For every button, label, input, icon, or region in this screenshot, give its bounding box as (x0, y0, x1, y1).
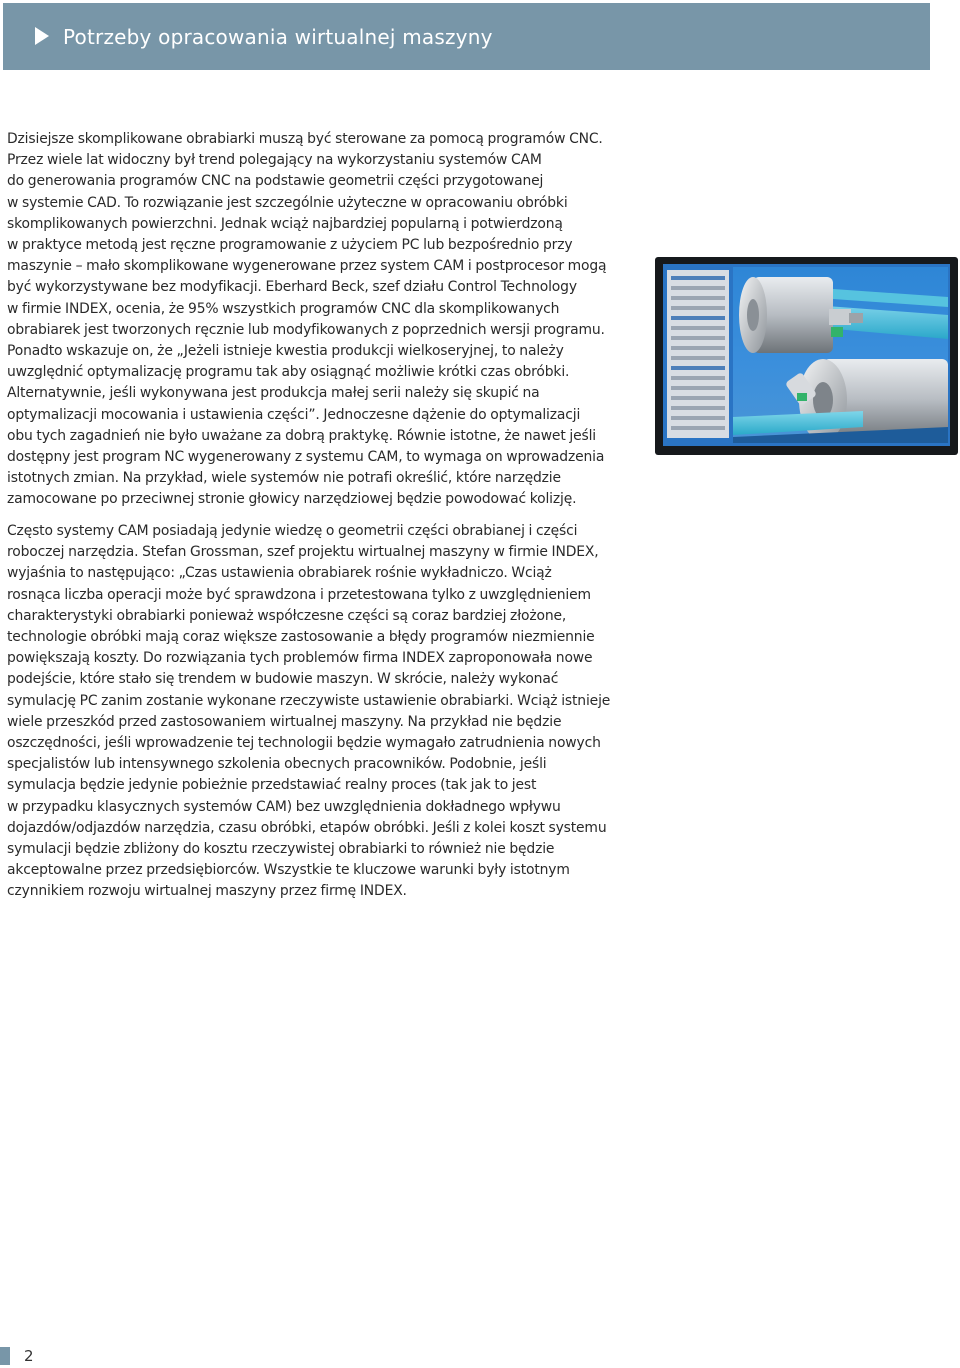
section-header (3, 3, 930, 70)
text-line: do generowania programów CNC na podstawie geometrii części przygotowanej (7, 173, 544, 190)
text-line: charakterystyki obrabiarki ponieważ współczesne części są coraz bardziej złożone, (7, 607, 567, 624)
text-line: być wykorzystywane bez modyfikacji. Eberhard Beck, szef działu Control Technology (7, 279, 577, 296)
monitor-illustration (655, 257, 958, 455)
text-line: zamocowane po przeciwnej stronie głowicy narzędziowej będzie powodować kolizję. (7, 491, 577, 508)
text-line: optymalizacji mocowania i ustawienia części”. Jednoczesne dążenie do optymalizacji (7, 406, 581, 423)
text-line: symulację PC zanim zostanie wykonane rzeczywiste ustawienie obrabiarki. Wciąż istnieje (7, 692, 611, 709)
paragraph-1 (7, 129, 637, 511)
text-line: Alternatywnie, jeśli wykonywana jest produkcja małej serii należy się skupić na (7, 385, 540, 402)
text-line: istotnych zmian. Na przykład, wiele systemów nie potrafi określić, które narzędzie (7, 470, 561, 487)
text-line: Często systemy CAM posiadają jedynie wiedzę o geometrii części obrabianej i części (7, 523, 578, 539)
text-line: dostępny jest program NC wygenerowany z systemu CAM, to wymaga on wprowadzenia (7, 449, 605, 466)
text-line: rosnąca liczba operacji może być sprawdzona i przetestowana tylko z uwzględnieniem (7, 586, 591, 603)
text-line: skomplikowanych powierzchni. Jednak wciąż najbardziej popularną i potwierdzoną (7, 215, 563, 232)
text-line: obrabiarek jest tworzonych ręcznie lub modyfikowanych z poprzednich wersji programu. (7, 321, 605, 338)
text-line: w firmie INDEX, ocenia, że 95% wszystkich programów CNC dla skomplikowanych (7, 300, 560, 317)
page-number-marker (0, 1347, 10, 1365)
text-line: czynnikiem rozwoju wirtualnej maszyny przez firmę INDEX. (7, 883, 407, 900)
text-line: maszynie – mało skomplikowane wygenerowane przez system CAM i postprocesor mogą (7, 258, 607, 275)
text-line: symulacji będzie zbliżony do kosztu rzeczywistej obrabiarki to również nie będzie (7, 841, 555, 858)
page-number (0, 1347, 34, 1365)
text-line: Dzisiejsze skomplikowane obrabiarki muszą być sterowane za pomocą programów CNC. (7, 131, 603, 147)
text-line: roboczej narzędzia. Stefan Grossman, szef projektu wirtualnej maszyny w firmie INDEX, (7, 544, 599, 561)
text-line: oszczędności, jeśli wprowadzenie tej technologii będzie wymagało zatrudnienia nowych (7, 735, 601, 752)
text-line: dojazdów/odjazdów narzędzia, czasu obróbki, etapów obróbki. Jeśli z kolei koszt systemu (7, 819, 607, 836)
play-arrow-icon (35, 27, 49, 45)
text-line: Ponadto wskazuje on, że „Jeżeli istnieje kwestia produkcji wielkoseryjnej, to należy (7, 343, 564, 360)
text-line: w przypadku klasycznych systemów CAM) bez uwzględnienia dokładnego wpływu (7, 798, 561, 815)
machine-render (733, 267, 948, 443)
text-line: podejście, które stało się trendem w budowie maszyn. W skrócie, należy wykonać (7, 671, 559, 688)
text-line: obu tych zagadnień nie było uważane za dobrą praktykę. Równie istotne, że nawet jeśli (7, 427, 596, 444)
text-line: wiele przeszkód przed zastosowaniem wirtualnej maszyny. Na przykład nie będzie (7, 713, 562, 730)
text-line: symulacja będzie jedynie pobieżnie przedstawiać realny proces (tak jak to jest (7, 777, 537, 794)
text-line: technologie obróbki mają coraz większe zastosowanie a błędy programów niezmiennie (7, 629, 595, 646)
text-line: powiększają koszty. Do rozwiązania tych problemów firma INDEX zaproponowała nowe (7, 650, 593, 667)
text-line: specjalistów lub intensywnego szkolenia obecnych pracowników. Podobnie, jeśli (7, 756, 547, 773)
text-line: wyjaśnia to następująco: „Czas ustawienia obrabiarek rośnie wykładniczo. Wciąż (7, 565, 552, 582)
monitor-screen (663, 264, 950, 446)
simulation-view (733, 267, 948, 443)
text-line: w systemie CAD. To rozwiązanie jest szczególnie użyteczne w opracowaniu obróbki (7, 194, 568, 211)
text-line: uwzględnić optymalizację programu tak aby osiągnąć możliwie krótki czas obróbki. (7, 364, 570, 381)
text-line: akceptowalne przez przedsiębiorców. Wszystkie te kluczowe warunki były istotnym (7, 862, 570, 879)
text-line: Przez wiele lat widoczny był trend polegający na wykorzystaniu systemów CAM (7, 152, 542, 169)
section-title: Potrzeby opracowania wirtualnej maszyny (63, 24, 493, 49)
page-number-label: 2 (24, 1347, 34, 1365)
text-line: w praktyce metodą jest ręczne programowanie z użyciem PC lub bezpośrednio przy (7, 237, 573, 254)
paragraph-2 (7, 521, 637, 903)
cnc-control-panel (667, 270, 729, 438)
